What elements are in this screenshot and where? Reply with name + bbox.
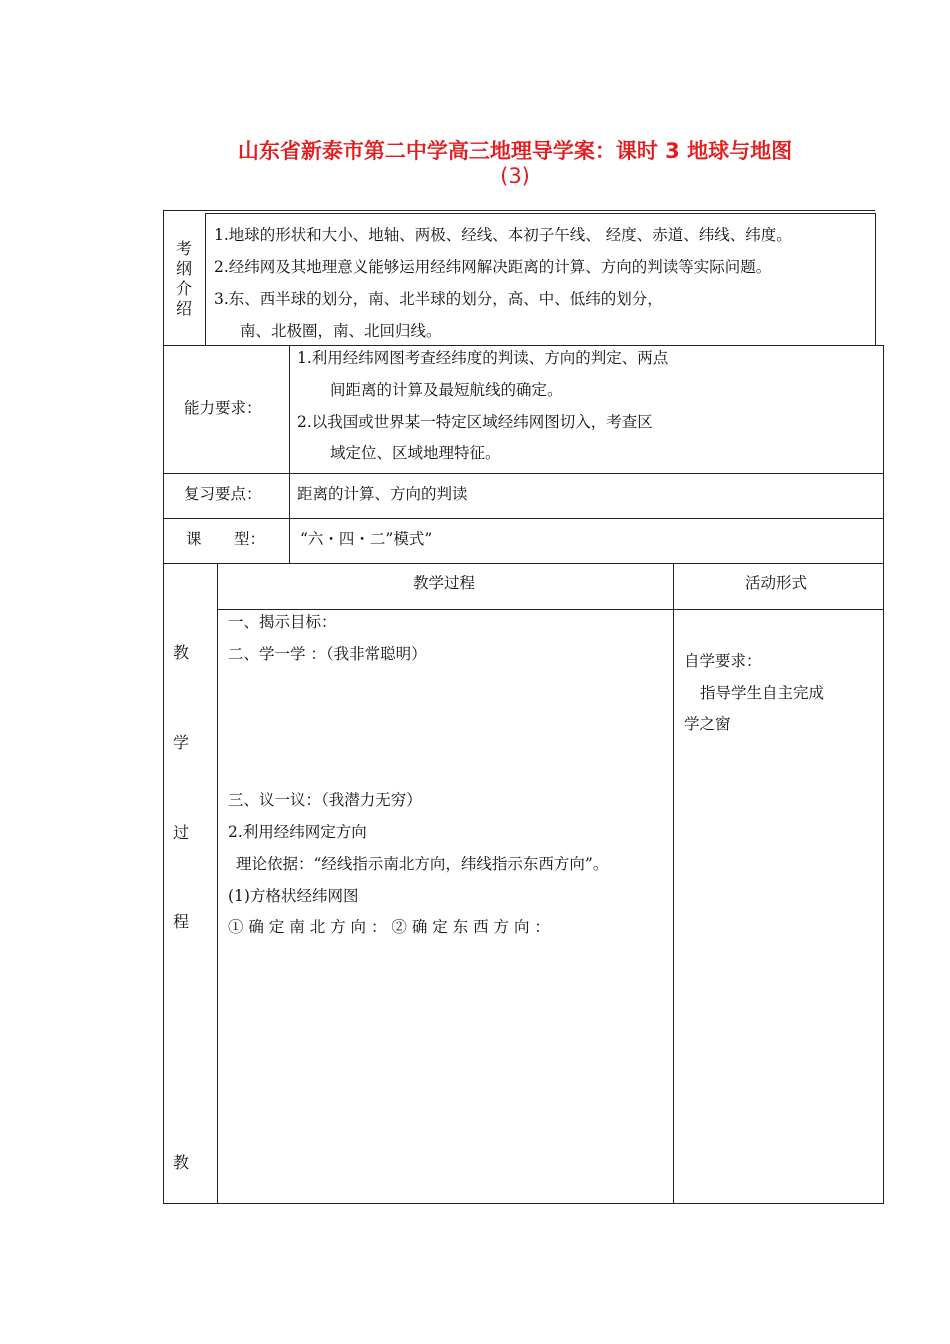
syllabus-item-1: 1.地球的形状和大小、地轴、两极、经线、本初子午线、 经度、赤道、纬线、纬度。 xyxy=(214,226,792,244)
process-directions: ① 确 定 南 北 方 向 ： ② 确 定 东 西 方 向 ： xyxy=(228,918,550,936)
ability-line-1: 1.利用经纬网图考查经纬度的判读、方向的判定、两点 xyxy=(297,349,669,367)
header-process: 教学过程 xyxy=(413,574,476,592)
ability-line-2: 间距离的计算及最短航线的确定。 xyxy=(330,381,563,399)
review-label: 复习要点： xyxy=(184,485,262,503)
lesson-type-label-b: 型： xyxy=(234,530,266,548)
syllabus-item-4: 南、北极圈，南、北回归线。 xyxy=(240,322,442,340)
syllabus-item-3: 3.东、西半球的划分，南、北半球的划分，高、中、低纬的划分， xyxy=(214,290,663,308)
lesson-type-value: “六・四・二”模式” xyxy=(300,530,433,548)
process-theory: 理论依据：“经线指示南北方向，纬线指示东西方向”。 xyxy=(236,855,609,873)
process-subtitle: 2.利用经纬网定方向 xyxy=(228,823,367,841)
ability-line-3: 2.以我国或世界某一特定区域经纬网图切入，考查区 xyxy=(297,413,653,431)
process-grid-heading: (1)方格状经纬网图 xyxy=(228,887,359,905)
page-title: 山东省新泰市第二中学高三地理导学案：课时 3 地球与地图 xyxy=(237,139,793,163)
page-title-number: (3) xyxy=(500,164,530,188)
process-step-3: 三、议一议：（我潜力无穷） xyxy=(228,791,422,809)
syllabus-item-2: 2.经纬网及其地理意义能够运用经纬网解决距离的计算、方向的判读等实际问题。 xyxy=(214,258,772,276)
lesson-type-label-a: 课 xyxy=(186,530,202,548)
ability-label: 能力要求： xyxy=(184,399,262,417)
header-activity: 活动形式 xyxy=(745,574,808,592)
activity-line-1: 自学要求： xyxy=(684,652,762,670)
activity-line-2: 指导学生自主完成 xyxy=(700,684,825,702)
process-step-1: 一、揭示目标： xyxy=(228,613,337,631)
activity-line-3: 学之窗 xyxy=(684,715,731,733)
review-value: 距离的计算、方向的判读 xyxy=(297,485,468,503)
ability-line-4: 域定位、区域地理特征。 xyxy=(330,444,501,462)
process-step-2: 二、学一学 ：（我非常聪明） xyxy=(228,645,427,663)
